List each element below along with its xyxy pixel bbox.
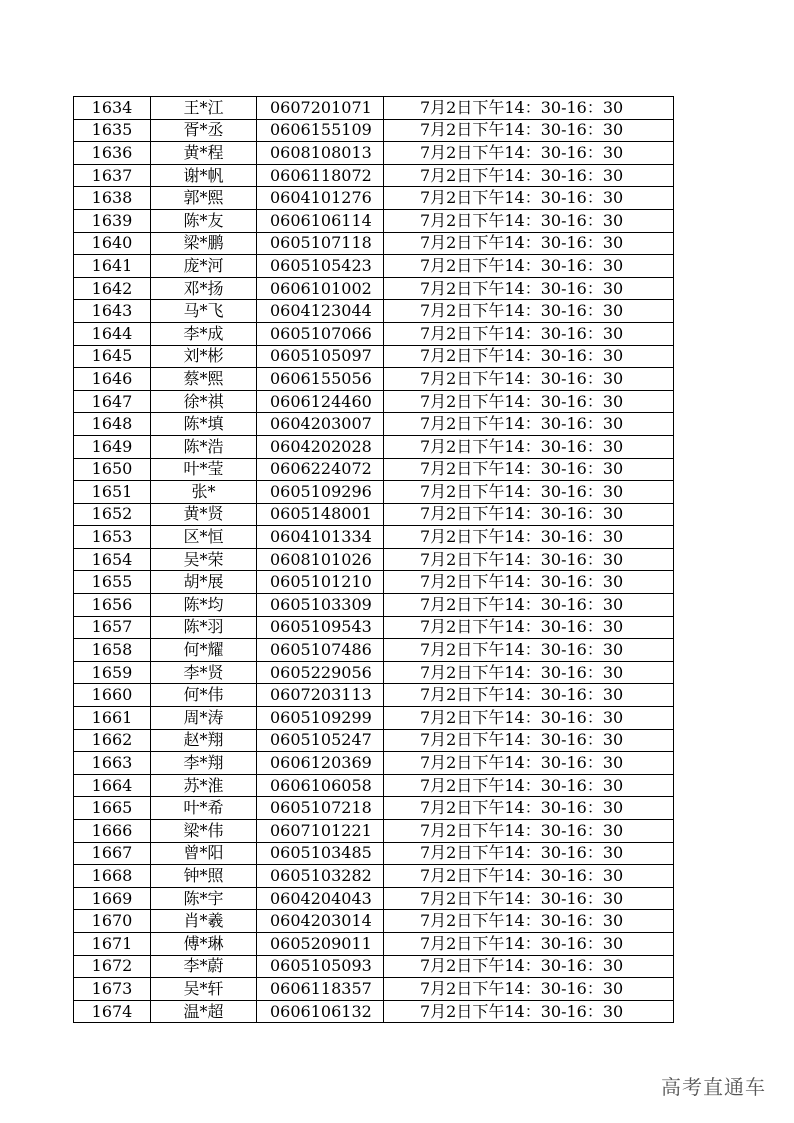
table-row	[74, 842, 674, 865]
name-cell: 温*超	[151, 1000, 257, 1023]
exam-id-cell: 0605107066	[257, 322, 384, 345]
exam-time-cell: 7月2日下午14：30-16：30	[384, 322, 674, 345]
row-number-cell: 1641	[74, 255, 151, 278]
row-number-cell: 1660	[74, 684, 151, 707]
exam-id-cell: 0604101334	[257, 526, 384, 549]
exam-id-cell: 0606106132	[257, 1000, 384, 1023]
row-number-cell: 1634	[74, 97, 151, 120]
name-cell: 王*江	[151, 97, 257, 120]
row-number-cell: 1638	[74, 187, 151, 210]
row-number-cell: 1658	[74, 639, 151, 662]
name-cell: 黄*程	[151, 142, 257, 165]
exam-id-cell: 0605105247	[257, 729, 384, 752]
row-number-cell: 1656	[74, 594, 151, 617]
name-cell: 梁*伟	[151, 820, 257, 843]
exam-time-cell: 7月2日下午14：30-16：30	[384, 503, 674, 526]
exam-time-cell: 7月2日下午14：30-16：30	[384, 255, 674, 278]
table-row	[74, 978, 674, 1001]
exam-time-cell: 7月2日下午14：30-16：30	[384, 1000, 674, 1023]
table-row	[74, 435, 674, 458]
exam-time-cell: 7月2日下午14：30-16：30	[384, 232, 674, 255]
exam-id-cell: 0605109299	[257, 707, 384, 730]
exam-id-cell: 0606106114	[257, 209, 384, 232]
row-number-cell: 1663	[74, 752, 151, 775]
table-row	[74, 1000, 674, 1023]
table-row	[74, 277, 674, 300]
name-cell: 钟*照	[151, 865, 257, 888]
row-number-cell: 1664	[74, 774, 151, 797]
exam-id-cell: 0605109543	[257, 616, 384, 639]
exam-id-cell: 0606224072	[257, 458, 384, 481]
row-number-cell: 1651	[74, 481, 151, 504]
table-row	[74, 887, 674, 910]
row-number-cell: 1640	[74, 232, 151, 255]
exam-time-cell: 7月2日下午14：30-16：30	[384, 571, 674, 594]
exam-id-cell: 0606118357	[257, 978, 384, 1001]
table-row	[74, 142, 674, 165]
table-row	[74, 955, 674, 978]
exam-time-cell: 7月2日下午14：30-16：30	[384, 661, 674, 684]
exam-time-cell: 7月2日下午14：30-16：30	[384, 752, 674, 775]
name-cell: 陈*羽	[151, 616, 257, 639]
exam-id-cell: 0604203014	[257, 910, 384, 933]
name-cell: 肖*羲	[151, 910, 257, 933]
exam-time-cell: 7月2日下午14：30-16：30	[384, 978, 674, 1001]
row-number-cell: 1643	[74, 300, 151, 323]
table-row	[74, 684, 674, 707]
row-number-cell: 1649	[74, 435, 151, 458]
table-row	[74, 865, 674, 888]
row-number-cell: 1636	[74, 142, 151, 165]
row-number-cell: 1665	[74, 797, 151, 820]
exam-id-cell: 0604203007	[257, 413, 384, 436]
name-cell: 李*贤	[151, 661, 257, 684]
row-number-cell: 1647	[74, 390, 151, 413]
exam-id-cell: 0605103485	[257, 842, 384, 865]
exam-id-cell: 0605103309	[257, 594, 384, 617]
exam-time-cell: 7月2日下午14：30-16：30	[384, 932, 674, 955]
exam-id-cell: 0605105097	[257, 345, 384, 368]
table-row	[74, 187, 674, 210]
exam-time-cell: 7月2日下午14：30-16：30	[384, 820, 674, 843]
row-number-cell: 1654	[74, 548, 151, 571]
row-number-cell: 1670	[74, 910, 151, 933]
table-row	[74, 910, 674, 933]
exam-id-cell: 0605229056	[257, 661, 384, 684]
table-row	[74, 639, 674, 662]
exam-time-cell: 7月2日下午14：30-16：30	[384, 639, 674, 662]
name-cell: 何*伟	[151, 684, 257, 707]
name-cell: 叶*希	[151, 797, 257, 820]
name-cell: 陈*填	[151, 413, 257, 436]
row-number-cell: 1637	[74, 164, 151, 187]
table-row	[74, 97, 674, 120]
name-cell: 陈*宇	[151, 887, 257, 910]
table-row	[74, 594, 674, 617]
exam-time-cell: 7月2日下午14：30-16：30	[384, 277, 674, 300]
name-cell: 谢*帆	[151, 164, 257, 187]
name-cell: 李*翔	[151, 752, 257, 775]
exam-time-cell: 7月2日下午14：30-16：30	[384, 390, 674, 413]
row-number-cell: 1669	[74, 887, 151, 910]
exam-time-cell: 7月2日下午14：30-16：30	[384, 142, 674, 165]
name-cell: 蔡*熙	[151, 368, 257, 391]
table-row	[74, 390, 674, 413]
row-number-cell: 1639	[74, 209, 151, 232]
table-body	[74, 97, 674, 1023]
exam-id-cell: 0605101210	[257, 571, 384, 594]
row-number-cell: 1668	[74, 865, 151, 888]
row-number-cell: 1657	[74, 616, 151, 639]
table-row	[74, 322, 674, 345]
row-number-cell: 1662	[74, 729, 151, 752]
exam-id-cell: 0605105423	[257, 255, 384, 278]
exam-id-cell: 0604202028	[257, 435, 384, 458]
table-row	[74, 661, 674, 684]
exam-time-cell: 7月2日下午14：30-16：30	[384, 458, 674, 481]
exam-time-cell: 7月2日下午14：30-16：30	[384, 594, 674, 617]
exam-id-cell: 0605148001	[257, 503, 384, 526]
exam-time-cell: 7月2日下午14：30-16：30	[384, 797, 674, 820]
exam-time-cell: 7月2日下午14：30-16：30	[384, 413, 674, 436]
exam-id-cell: 0605103282	[257, 865, 384, 888]
name-cell: 陈*友	[151, 209, 257, 232]
name-cell: 庞*河	[151, 255, 257, 278]
name-cell: 陈*浩	[151, 435, 257, 458]
row-number-cell: 1661	[74, 707, 151, 730]
name-cell: 邓*扬	[151, 277, 257, 300]
name-cell: 张*	[151, 481, 257, 504]
exam-id-cell: 0606118072	[257, 164, 384, 187]
exam-id-cell: 0606155109	[257, 119, 384, 142]
name-cell: 刘*彬	[151, 345, 257, 368]
exam-id-cell: 0604204043	[257, 887, 384, 910]
exam-time-cell: 7月2日下午14：30-16：30	[384, 300, 674, 323]
exam-time-cell: 7月2日下午14：30-16：30	[384, 707, 674, 730]
exam-time-cell: 7月2日下午14：30-16：30	[384, 209, 674, 232]
name-cell: 何*耀	[151, 639, 257, 662]
exam-time-cell: 7月2日下午14：30-16：30	[384, 865, 674, 888]
row-number-cell: 1671	[74, 932, 151, 955]
exam-id-cell: 0605107486	[257, 639, 384, 662]
exam-time-cell: 7月2日下午14：30-16：30	[384, 887, 674, 910]
row-number-cell: 1650	[74, 458, 151, 481]
exam-time-cell: 7月2日下午14：30-16：30	[384, 345, 674, 368]
exam-id-cell: 0606124460	[257, 390, 384, 413]
row-number-cell: 1655	[74, 571, 151, 594]
exam-time-cell: 7月2日下午14：30-16：30	[384, 729, 674, 752]
exam-id-cell: 0605105093	[257, 955, 384, 978]
table-row	[74, 932, 674, 955]
exam-time-cell: 7月2日下午14：30-16：30	[384, 842, 674, 865]
name-cell: 李*成	[151, 322, 257, 345]
table-row	[74, 300, 674, 323]
table-row	[74, 503, 674, 526]
exam-id-cell: 0608108013	[257, 142, 384, 165]
exam-time-cell: 7月2日下午14：30-16：30	[384, 119, 674, 142]
exam-id-cell: 0607203113	[257, 684, 384, 707]
exam-id-cell: 0606101002	[257, 277, 384, 300]
name-cell: 李*蔚	[151, 955, 257, 978]
name-cell: 徐*祺	[151, 390, 257, 413]
exam-time-cell: 7月2日下午14：30-16：30	[384, 616, 674, 639]
table-row	[74, 368, 674, 391]
exam-id-cell: 0606120369	[257, 752, 384, 775]
table-row	[74, 119, 674, 142]
table-row	[74, 458, 674, 481]
table-row	[74, 345, 674, 368]
table-row	[74, 616, 674, 639]
name-cell: 胥*丞	[151, 119, 257, 142]
row-number-cell: 1667	[74, 842, 151, 865]
row-number-cell: 1674	[74, 1000, 151, 1023]
exam-time-cell: 7月2日下午14：30-16：30	[384, 97, 674, 120]
table-row	[74, 164, 674, 187]
exam-time-cell: 7月2日下午14：30-16：30	[384, 774, 674, 797]
watermark-text: 高考直通车	[661, 1075, 766, 1099]
name-cell: 胡*展	[151, 571, 257, 594]
exam-id-cell: 0605107118	[257, 232, 384, 255]
table-row	[74, 526, 674, 549]
row-number-cell: 1672	[74, 955, 151, 978]
name-cell: 周*涛	[151, 707, 257, 730]
row-number-cell: 1635	[74, 119, 151, 142]
row-number-cell: 1646	[74, 368, 151, 391]
exam-time-cell: 7月2日下午14：30-16：30	[384, 164, 674, 187]
row-number-cell: 1666	[74, 820, 151, 843]
row-number-cell: 1673	[74, 978, 151, 1001]
table-row	[74, 548, 674, 571]
exam-time-cell: 7月2日下午14：30-16：30	[384, 548, 674, 571]
name-cell: 区*恒	[151, 526, 257, 549]
name-cell: 吴*荣	[151, 548, 257, 571]
exam-time-cell: 7月2日下午14：30-16：30	[384, 187, 674, 210]
row-number-cell: 1652	[74, 503, 151, 526]
table-row	[74, 481, 674, 504]
exam-time-cell: 7月2日下午14：30-16：30	[384, 910, 674, 933]
table-row	[74, 413, 674, 436]
table-row	[74, 232, 674, 255]
name-cell: 黄*贤	[151, 503, 257, 526]
exam-id-cell: 0606106058	[257, 774, 384, 797]
exam-time-cell: 7月2日下午14：30-16：30	[384, 684, 674, 707]
row-number-cell: 1642	[74, 277, 151, 300]
exam-id-cell: 0607201071	[257, 97, 384, 120]
name-cell: 傅*琳	[151, 932, 257, 955]
table-row	[74, 707, 674, 730]
exam-time-cell: 7月2日下午14：30-16：30	[384, 435, 674, 458]
row-number-cell: 1645	[74, 345, 151, 368]
exam-time-cell: 7月2日下午14：30-16：30	[384, 481, 674, 504]
name-cell: 陈*均	[151, 594, 257, 617]
exam-time-cell: 7月2日下午14：30-16：30	[384, 526, 674, 549]
table-row	[74, 774, 674, 797]
name-cell: 吴*轩	[151, 978, 257, 1001]
name-cell: 曾*阳	[151, 842, 257, 865]
exam-id-cell: 0604123044	[257, 300, 384, 323]
exam-id-cell: 0607101221	[257, 820, 384, 843]
table-row	[74, 797, 674, 820]
row-number-cell: 1648	[74, 413, 151, 436]
exam-time-cell: 7月2日下午14：30-16：30	[384, 955, 674, 978]
row-number-cell: 1653	[74, 526, 151, 549]
table-row	[74, 752, 674, 775]
name-cell: 赵*翔	[151, 729, 257, 752]
name-cell: 马*飞	[151, 300, 257, 323]
name-cell: 叶*莹	[151, 458, 257, 481]
table-row	[74, 820, 674, 843]
exam-id-cell: 0606155056	[257, 368, 384, 391]
exam-id-cell: 0605209011	[257, 932, 384, 955]
table-row	[74, 209, 674, 232]
exam-id-cell: 0605109296	[257, 481, 384, 504]
table-row	[74, 571, 674, 594]
name-cell: 苏*淮	[151, 774, 257, 797]
table-row	[74, 255, 674, 278]
name-cell: 梁*鹏	[151, 232, 257, 255]
exam-id-cell: 0604101276	[257, 187, 384, 210]
exam-id-cell: 0608101026	[257, 548, 384, 571]
row-number-cell: 1644	[74, 322, 151, 345]
row-number-cell: 1659	[74, 661, 151, 684]
exam-time-cell: 7月2日下午14：30-16：30	[384, 368, 674, 391]
schedule-table	[73, 96, 674, 1023]
name-cell: 郭*熙	[151, 187, 257, 210]
exam-id-cell: 0605107218	[257, 797, 384, 820]
table-row	[74, 729, 674, 752]
